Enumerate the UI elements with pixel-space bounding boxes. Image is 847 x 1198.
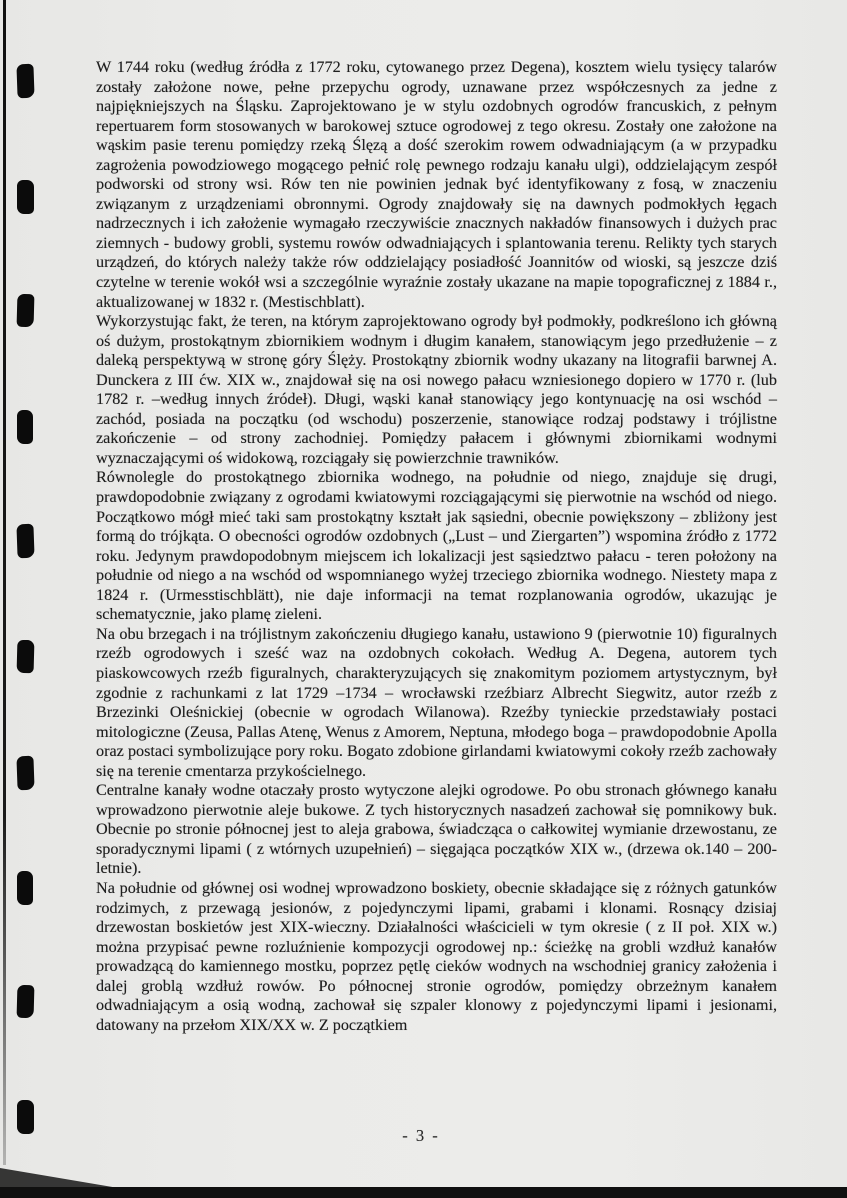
binding-mark: [17, 180, 34, 214]
binding-mark: [17, 871, 33, 905]
binding-mark: [17, 1100, 34, 1134]
paragraph: Wykorzystując fakt, że teren, na którym zaprojektowano ogrody był podmokły, podkreślono ich główną oś dużym, prostokątnym zbiornikiem wodnym i długim kanałem, stanowiącym jego przedłużenie – z daleką perspektywą w stronę góry Ślęży. Prostokątny zbiornik wodny ukazany na litografii barwnej A. Dunckera z III ćw. XIX w., znajdował się na osi nowego pałacu wzniesionego dopiero w 1770 r. (lub 1782 r. –według innych źródeł). Długi, wąski kanał stanowiący jego kontynuację na osi wschód – zachód, posiada na początku (od wschodu) poszerzenie, stanowiące rodzaj podstawy i trójlistne zakończenie – od strony zachodniej. Pomiędzy pałacem i głównymi zbiornikami wodnymi wyznaczającymi oś widokową, rozciągały się powierzchnie trawników.: [96, 312, 777, 467]
paragraph: Równolegle do prostokątnego zbiornika wodnego, na południe od niego, znajduje się drugi, prawdopodobnie związany z ogrodami kwiatowymi rozciągającymi się pierwotnie na wschód od niego. Początkowo mógł mieć taki sam prostokątny kształt jak sąsiedni, obecnie powiększony – zbliżony jest formą do trójkąta. O obecności ogrodów ozdobnych („Lust – und Ziergarten”) wspomina źródło z 1772 roku. Jedynym prawdopodobnym miejscem ich lokalizacji jest sąsiedztwo pałacu - teren położony na południe od niego a na wschód od wspomnianego wyżej trzeciego zbiornika wodnego. Niestety mapa z 1824 r. (Urmesstischblätt), nie daje informacji na temat rozplanowania ogrodów, ukazując je schematycznie, jako plamę zieleni.: [96, 468, 777, 624]
binding-mark: [17, 640, 35, 673]
binding-mark: [16, 756, 34, 791]
paragraph: Centralne kanały wodne otaczały prosto wytyczone alejki ogrodowe. Po obu stronach głównego kanału wprowadzono pierwotnie aleje bukowe. Z tych historycznych nasadzeń zachował się pomnikowy buk. Obecnie po stronie północnej jest to aleja grabowa, świadcząca o całkowitej wymianie drzewostanu, ze sporadycznymi lipami ( z wtórnych uzupełnień) – sięgająca początków XIX w., (drzewa ok.140 – 200-letnie).: [96, 781, 777, 878]
paragraph: W 1744 roku (według źródła z 1772 roku, cytowanego przez Degena), kosztem wielu tysięcy talarów zostały założone nowe, pełne przepychu ogrody, uznawane przez współczesnych za jedne z najpiękniejszych na Śląsku. Zaprojektowano je w stylu ozdobnych ogrodów francuskich, z pełnym repertuarem form stosowanych w barokowej sztuce ogrodowej z tego okresu. Zostały one założone na wąskim pasie terenu pomiędzy rzeką Ślęzą a dość szerokim rowem odwadniającym (a w przypadku zagrożenia powodziowego mogącego pełnić rolę pewnego rodzaju kanału ulgi), oddzielającym zespół podworski od strony wsi. Rów ten nie powinien jednak być identyfikowany z fosą, w znaczeniu związanym z urządzeniami obronnymi. Ogrody znajdowały się na dawnych podmokłych łęgach nadrzecznych i ich założenie wymagało rzeczywiście znacznych nakładów finansowych i dużych prac ziemnych - budowy grobli, systemu rowów odwadniających i splantowania terenu. Relikty tych starych urządzeń, do których należy także rów oddzielający posiadłość Joannitów od wioski, są jeszcze dziś czytelne w terenie wokół wsi a szczególnie wyraźnie zostały ukazane na mapie topograficznej z 1884 r., aktualizowanej w 1832 r. (Mestischblatt).: [96, 58, 777, 311]
page-edge-line: [3, 0, 6, 1165]
document-text: [96, 58, 777, 1035]
binding-mark: [17, 410, 33, 444]
binding-mark: [16, 64, 34, 99]
binding-mark: [17, 294, 35, 327]
paragraph: Na południe od głównej osi wodnej wprowadzono boskiety, obecnie składające się z różnych gatunków rodzimych, z przewagą jesionów, z pojedynczymi lipami, grabami i klonami. Rosnący dzisiaj drzewostan boskietów jest XIX-wieczny. Działalności właścicieli w tym okresie ( z II poł. XIX w.) można przypisać pewne rozluźnienie kompozycji ogrodowej np.: ścieżkę na grobli wzdłuż kanałów prowadzącą do kamiennego mostku, poprzez pętlę cieków wodnych na wschodniej granicy założenia i dalej groblą wzdłuż rowów. Po północnej stronie ogrodów, pomiędzy obrzeżnym kanałem odwadniającym a osią wodną, zachował się szpaler klonowy z pojedynczymi lipami i jesionami, datowany na przełom XIX/XX w. Z początkiem: [96, 878, 777, 1034]
page-number: - 3 -: [402, 1126, 440, 1145]
bottom-scan-band: [0, 1187, 847, 1198]
paragraph: Na obu brzegach i na trójlistnym zakończeniu długiego kanału, ustawiono 9 (pierwotnie 10) figuralnych rzeźb ogrodowych i sześć waz na ozdobnych cokołach. Według A. Degena, autorem tych piaskowcowych rzeźb figuralnych, charakteryzujących się znakomitym poziomem artystycznym, był zgodnie z rachunkami z lat 1729 –1734 – wrocławski rzeźbiarz Albrecht Siegwitz, autor rzeźb z Brzezinki Oleśnickiej (obecnie w ogrodach Wilanowa). Rzeźby tynieckie przedstawiały postaci mitologiczne (Zeusa, Pallas Atenę, Wenus z Amorem, Neptuna, młodego boga – prawdopodobnie Apolla oraz postaci symbolizujące pory roku. Bogato zdobione girlandami kwiatowymi cokoły rzeźb zachowały się na terenie cmentarza przykościelnego.: [96, 624, 777, 780]
binding-mark: [16, 524, 34, 559]
binding-mark: [17, 985, 35, 1018]
